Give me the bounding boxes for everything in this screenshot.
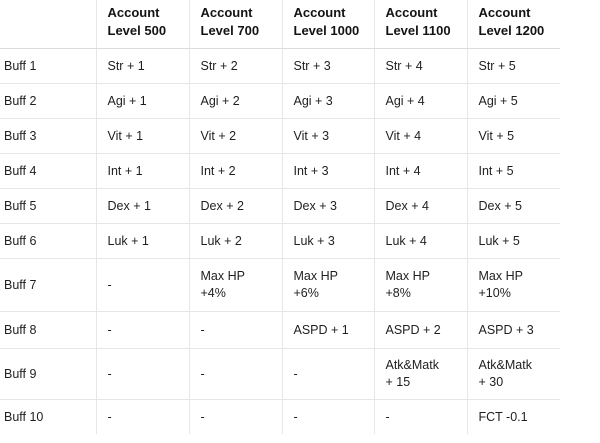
table-cell: Str + 3 (282, 49, 374, 84)
table-cell: Vit + 1 (96, 119, 189, 154)
table-cell: Max HP +4% (189, 259, 282, 312)
table-cell: Luk + 1 (96, 224, 189, 259)
table-cell: Luk + 3 (282, 224, 374, 259)
table-cell: Int + 4 (374, 154, 467, 189)
table-cell: Int + 5 (467, 154, 560, 189)
row-label: Buff 1 (0, 49, 96, 84)
table-cell: - (96, 400, 189, 435)
row-label: Buff 7 (0, 259, 96, 312)
table-cell: Agi + 5 (467, 84, 560, 119)
header-cell-level-1100: Account Level 1100 (374, 0, 467, 49)
table-row (0, 312, 560, 349)
table-row (0, 49, 560, 84)
table-cell: Dex + 2 (189, 189, 282, 224)
table-cell: Dex + 5 (467, 189, 560, 224)
table-cell: Max HP +10% (467, 259, 560, 312)
table-cell: Agi + 2 (189, 84, 282, 119)
table-cell: Str + 1 (96, 49, 189, 84)
table-cell: - (96, 312, 189, 349)
table-cell: Int + 1 (96, 154, 189, 189)
table-cell: Dex + 1 (96, 189, 189, 224)
table-cell: Vit + 5 (467, 119, 560, 154)
table-cell: Max HP +6% (282, 259, 374, 312)
table-cell: Int + 3 (282, 154, 374, 189)
table-cell: - (282, 400, 374, 435)
row-label: Buff 6 (0, 224, 96, 259)
table-cell: Luk + 2 (189, 224, 282, 259)
row-label: Buff 10 (4, 409, 44, 424)
header-cell-level-1200: Account Level 1200 (467, 0, 560, 49)
table-row (0, 84, 560, 119)
table-cell: - (189, 312, 282, 349)
row-label: Buff 4 (0, 154, 96, 189)
table-cell: - (189, 349, 282, 400)
row-label: Buff 5 (0, 189, 96, 224)
table-cell: Int + 2 (189, 154, 282, 189)
table-row (0, 400, 560, 435)
table-row (0, 119, 560, 154)
table-cell: ASPD + 1 (282, 312, 374, 349)
table-cell: ASPD + 3 (467, 312, 560, 349)
table-cell: ASPD + 2 (374, 312, 467, 349)
table-cell: Dex + 4 (374, 189, 467, 224)
header-cell-level-700: Account Level 700 (189, 0, 282, 49)
header-cell-level-500: Account Level 500 (96, 0, 189, 49)
table-header-row (0, 0, 560, 49)
row-label: Buff 8 (0, 312, 96, 349)
row-label: Buff 9 (0, 349, 96, 400)
table-row (0, 349, 560, 400)
table-cell: Agi + 3 (282, 84, 374, 119)
table-cell: Vit + 3 (282, 119, 374, 154)
table-cell: - (189, 400, 282, 435)
table-cell: - (374, 400, 467, 435)
table-cell: Str + 5 (467, 49, 560, 84)
table-cell: - (282, 349, 374, 400)
row-label: Buff 3 (0, 119, 96, 154)
table-cell: Atk&Matk + 30 (467, 349, 560, 400)
header-cell-empty (0, 0, 96, 49)
table-cell: Str + 2 (189, 49, 282, 84)
table-cell: Max HP +8% (374, 259, 467, 312)
table-row (0, 189, 560, 224)
table-cell: Vit + 4 (374, 119, 467, 154)
table-cell: Agi + 1 (96, 84, 189, 119)
table-cell: Atk&Matk + 15 (374, 349, 467, 400)
table-cell: Str + 4 (374, 49, 467, 84)
table-cell: Vit + 2 (189, 119, 282, 154)
table-cell: - (96, 349, 189, 400)
table-cell: Luk + 5 (467, 224, 560, 259)
table-cell: - (96, 259, 189, 312)
table-cell: Luk + 4 (374, 224, 467, 259)
table-row (0, 224, 560, 259)
table-row (0, 154, 560, 189)
row-label: Buff 2 (0, 84, 96, 119)
table-row (0, 259, 560, 312)
table-cell: Dex + 3 (282, 189, 374, 224)
header-cell-level-1000: Account Level 1000 (282, 0, 374, 49)
table-cell: Agi + 4 (374, 84, 467, 119)
table-cell: FCT -0.1 (467, 400, 560, 435)
